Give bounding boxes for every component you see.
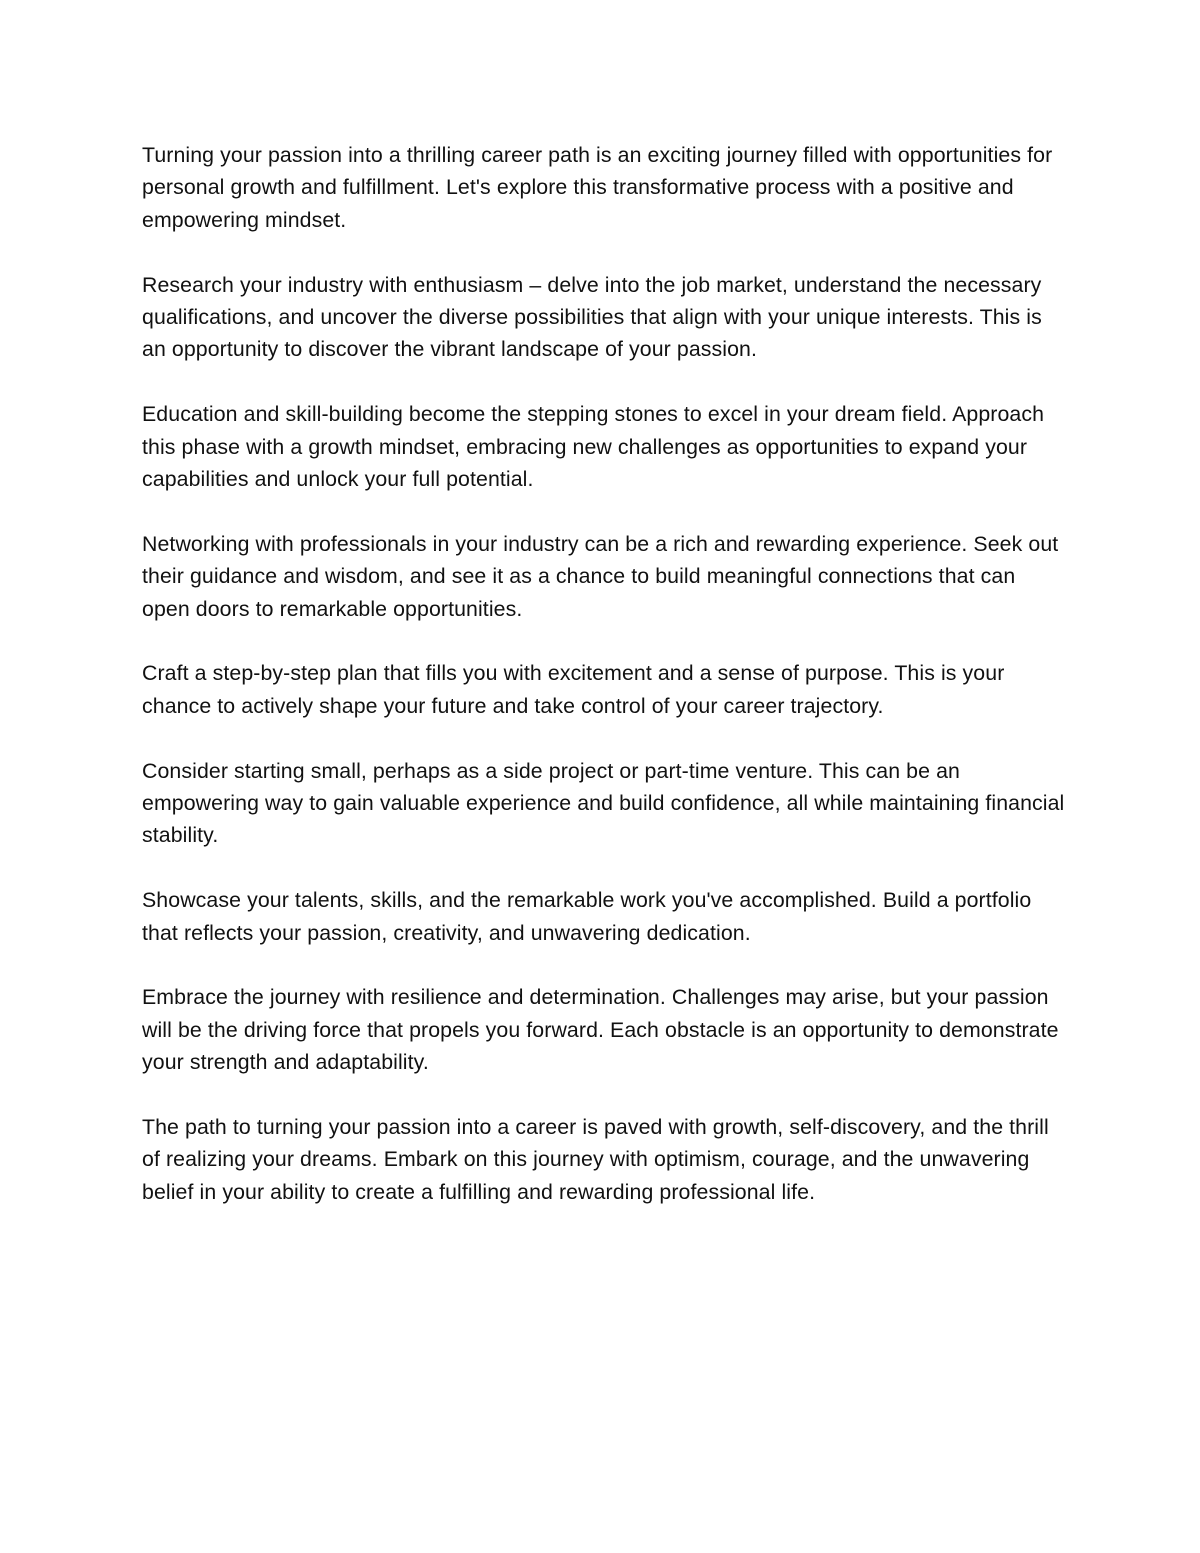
- paragraph-intro: Turning your passion into a thrilling career path is an exciting journey filled with opportunities for personal growth and fulfillment. Let's explore this transformative process with a positive and empowering mindset.: [142, 143, 1053, 232]
- paragraph-resilience: Embrace the journey with resilience and determination. Challenges may arise, but your passion will be the driving force that propels you forward. Each obstacle is an opportunity to demonstrate your strength and adaptability.: [142, 985, 1059, 1075]
- paragraph-research: Research your industry with enthusiasm – delve into the job market, understand the necessary qualifications, and uncover the diverse possibilities that align with your unique interests. This is an opportunity to discover the vibrant landscape of your passion.: [142, 272, 1042, 362]
- paragraph-conclusion: The path to turning your passion into a career is paved with growth, self-discovery, and the thrill of realizing your dreams. Embark on this journey with optimism, courage, and the unwavering belief in your ability to create a fulfilling and rewarding professional life.: [142, 1115, 1049, 1204]
- paragraph-education: Education and skill-building become the stepping stones to excel in your dream field. Approach this phase with a growth mindset, embracing new challenges as opportunities to expand your capabilities and unlock your full potential.: [142, 402, 1045, 492]
- paragraph-portfolio: Showcase your talents, skills, and the remarkable work you've accomplished. Build a portfolio that reflects your passion, creativity, and unwavering dedication.: [142, 888, 1032, 945]
- document-body: [142, 139, 1067, 1208]
- paragraph-plan: Craft a step-by-step plan that fills you with excitement and a sense of purpose. This is your chance to actively shape your future and take control of your career trajectory.: [142, 661, 1005, 718]
- paragraph-networking: Networking with professionals in your industry can be a rich and rewarding experience. Seek out their guidance and wisdom, and see it as a chance to build meaningful connections that can open doors to remarkable opportunities.: [142, 531, 1059, 621]
- paragraph-start-small: Consider starting small, perhaps as a side project or part-time venture. This can be an empowering way to gain valuable experience and build confidence, all while maintaining financial stability.: [142, 758, 1065, 848]
